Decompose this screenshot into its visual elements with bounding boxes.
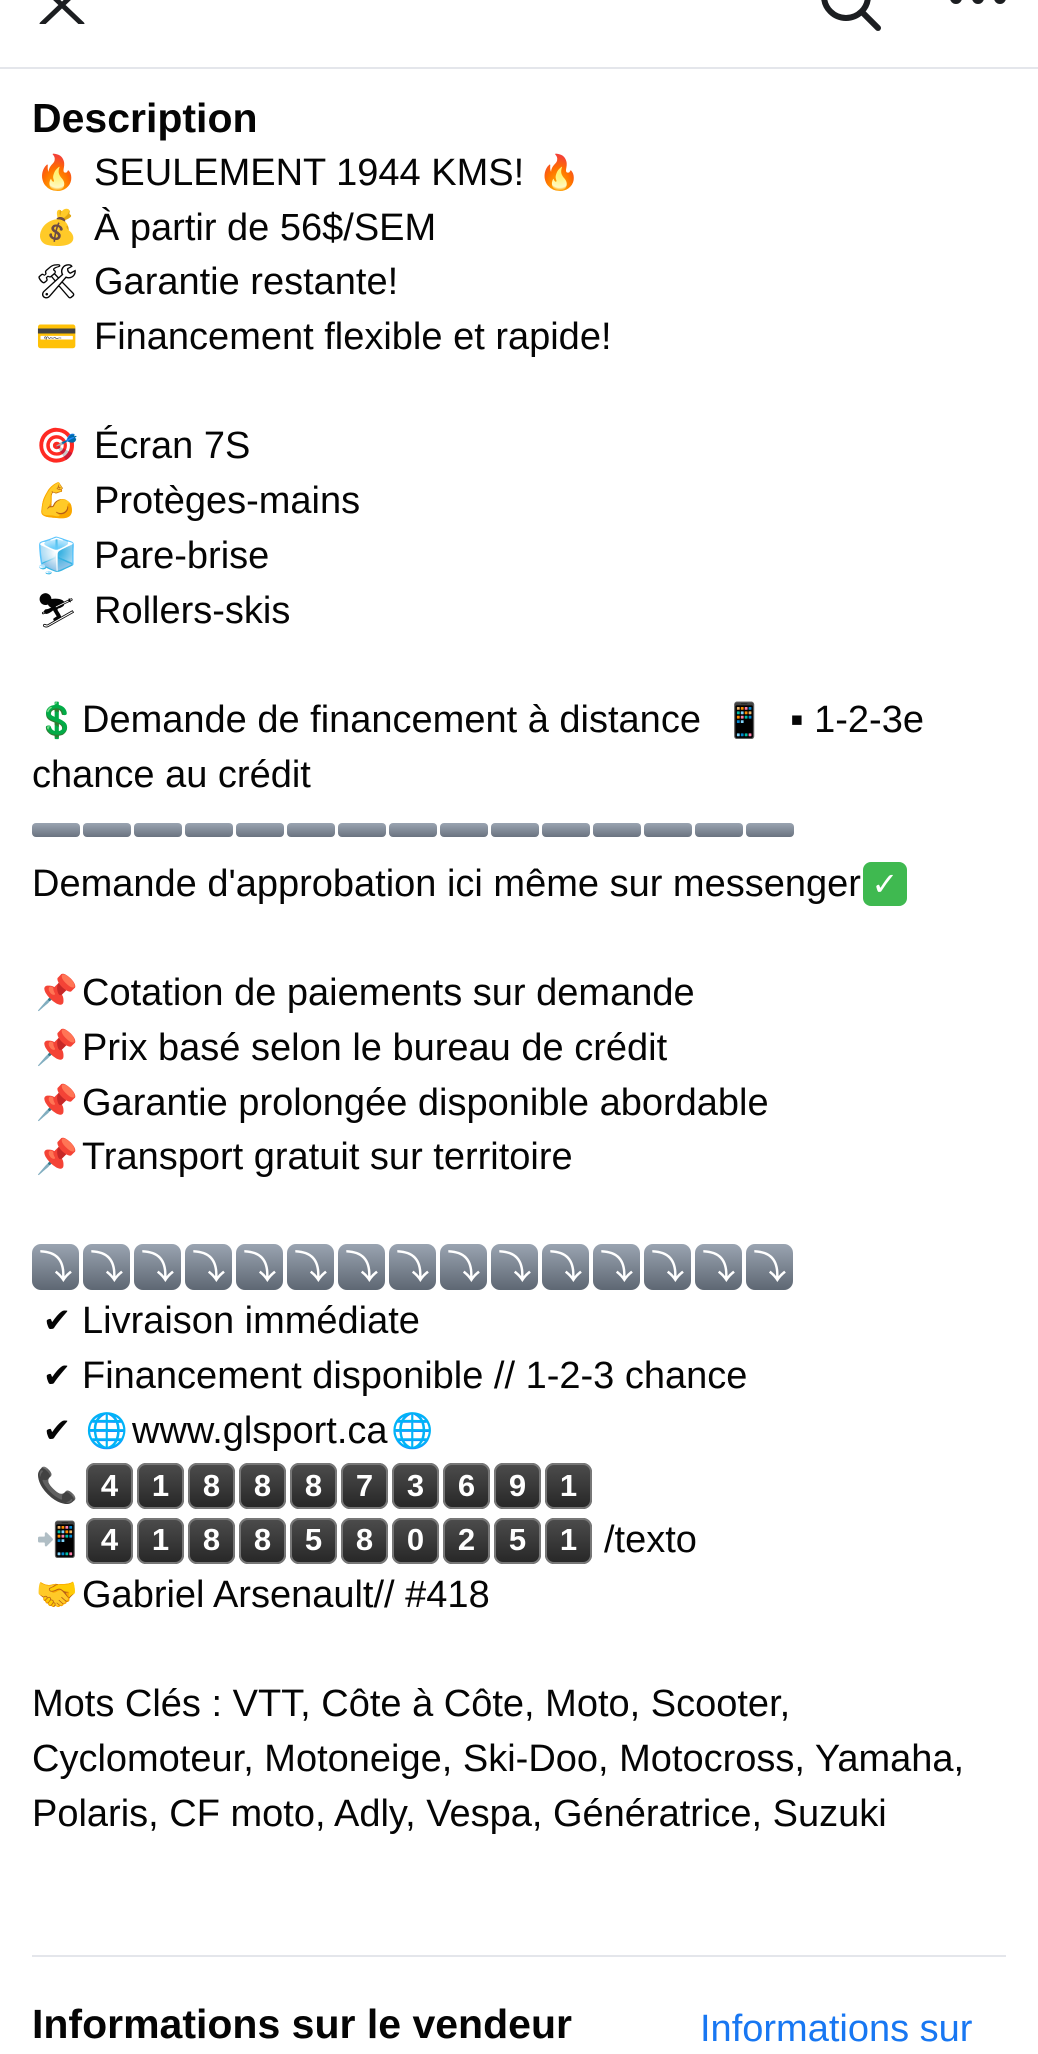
- dollar-sign-icon: 💲: [35, 700, 79, 741]
- digit-key: 8: [188, 1518, 235, 1564]
- arrow-curving-down-icon: ⤵: [185, 1244, 232, 1290]
- more-icon[interactable]: [948, 0, 1008, 10]
- feature-text: Pare-brise: [94, 534, 270, 577]
- highlight-text: Garantie restante!: [94, 261, 399, 304]
- digit-key: 8: [239, 1463, 286, 1509]
- highlight-line: [32, 201, 1012, 256]
- website-link[interactable]: www.glsport.ca: [132, 1409, 388, 1452]
- financing-text-after: 1-2-3e chance au crédit: [32, 698, 924, 796]
- texto-label: /texto: [604, 1519, 697, 1562]
- digit-key: 8: [239, 1518, 286, 1564]
- highlight-line: [32, 146, 1012, 201]
- phone-number-keys[interactable]: [86, 1518, 592, 1564]
- check-mark-button-icon: ✓: [863, 862, 907, 906]
- target-icon: 🎯: [35, 426, 79, 467]
- contact-text: Gabriel Arsenault// #418: [82, 1573, 490, 1616]
- arrow-curving-down-icon: ⤵: [542, 1244, 589, 1290]
- digit-key: 8: [341, 1518, 388, 1564]
- digit-key: 9: [494, 1463, 541, 1509]
- digit-key: 4: [86, 1463, 133, 1509]
- pushpin-icon: 📌: [35, 1028, 79, 1069]
- pin-text: Prix basé selon le bureau de crédit: [82, 1027, 668, 1070]
- arrow-curving-down-icon: ⤵: [134, 1244, 181, 1290]
- arrow-curving-down-icon: ⤵: [491, 1244, 538, 1290]
- digit-key: 4: [86, 1518, 133, 1564]
- globe-icon: 🌐: [391, 1410, 434, 1451]
- keywords-text: Mots Clés : VTT, Côte à Côte, Moto, Scooter, Cyclomoteur, Motoneige, Ski-Doo, Motocross, Yamaha, Polaris, CF moto, Adly, Vespa, Génératrice, Suzuki: [32, 1683, 965, 1835]
- blank-line: [32, 365, 1012, 420]
- approval-line: [32, 857, 1012, 912]
- telephone-receiver-icon: 📞: [35, 1465, 79, 1506]
- feature-line: [32, 584, 1012, 639]
- digit-key: 6: [443, 1463, 490, 1509]
- blank-line: [32, 1623, 1012, 1678]
- flexed-biceps-icon: 💪: [35, 481, 79, 522]
- digit-key: 8: [290, 1463, 337, 1509]
- pin-text: Cotation de paiements sur demande: [82, 972, 695, 1015]
- credit-card-icon: 💳: [35, 317, 79, 358]
- feature-line: [32, 529, 1012, 584]
- globe-icon: 🌐: [85, 1410, 129, 1451]
- arrow-curving-down-icon: ⤵: [32, 1244, 79, 1290]
- fire-icon: 🔥: [35, 153, 79, 193]
- mobile-phone-arrow-icon: 📲: [35, 1520, 79, 1561]
- seller-info-link[interactable]: Informations sur: [700, 2008, 973, 2050]
- feature-text: Protèges-mains: [94, 480, 361, 523]
- divider-line: [32, 802, 1012, 857]
- check-mark-icon: ✔: [42, 1301, 72, 1342]
- contact-line: [32, 1568, 1012, 1623]
- website-line: [32, 1404, 1012, 1459]
- arrow-down-keys: [32, 1244, 793, 1290]
- money-bag-icon: 💰: [35, 207, 79, 248]
- pin-line: [32, 1076, 1012, 1131]
- phone-number-keys[interactable]: [86, 1463, 592, 1509]
- fire-icon: 🔥: [537, 153, 581, 193]
- financing-text: Demande de financement à distance: [82, 698, 701, 741]
- pushpin-icon: 📌: [35, 973, 79, 1014]
- highlight-line: [32, 310, 1012, 365]
- feature-line: [32, 419, 1012, 474]
- ice-cube-icon: 🧊: [35, 535, 79, 576]
- arrow-curving-down-icon: ⤵: [236, 1244, 283, 1290]
- phone-line: [32, 1459, 1012, 1514]
- pin-line: [32, 1130, 1012, 1185]
- digit-key: 2: [443, 1518, 490, 1564]
- highlight-text: SEULEMENT 1944 KMS!: [94, 152, 525, 194]
- phone-line: [32, 1513, 1012, 1568]
- digit-key: 1: [137, 1463, 184, 1509]
- check-line: [32, 1294, 1012, 1349]
- digit-key: 1: [545, 1518, 592, 1564]
- mobile-phone-icon: 📱: [723, 700, 766, 741]
- approval-text: Demande d'approbation ici même sur messenger: [32, 862, 861, 905]
- blank-line: [32, 1185, 1012, 1240]
- blank-line: [32, 912, 1012, 967]
- highlight-text: Financement flexible et rapide!: [94, 316, 612, 359]
- pushpin-icon: 📌: [35, 1137, 79, 1178]
- arrow-curving-down-icon: ⤵: [695, 1244, 742, 1290]
- pin-line: [32, 1021, 1012, 1076]
- digit-key: 7: [341, 1463, 388, 1509]
- blank-line: [32, 638, 1012, 693]
- description-section: [32, 92, 1012, 1841]
- arrows-line: [32, 1240, 1012, 1295]
- highlight-text: À partir de 56$/SEM: [94, 206, 437, 249]
- arrow-curving-down-icon: ⤵: [644, 1244, 691, 1290]
- pin-text: Garantie prolongée disponible abordable: [82, 1081, 769, 1124]
- feature-text: Rollers-skis: [94, 589, 291, 632]
- arrow-curving-down-icon: ⤵: [338, 1244, 385, 1290]
- check-text: Livraison immédiate: [82, 1300, 420, 1343]
- pushpin-icon: 📌: [35, 1082, 79, 1123]
- description-title: Description: [32, 95, 258, 141]
- search-icon[interactable]: [818, 0, 884, 32]
- tools-icon: 🛠: [35, 262, 79, 303]
- top-bar: [0, 0, 1038, 69]
- bullet-icon: ▪: [790, 698, 804, 741]
- skis-icon: ⛷: [35, 590, 79, 631]
- check-line: [32, 1349, 1012, 1404]
- section-divider: [32, 1955, 1006, 1957]
- check-mark-icon: ✔: [42, 1356, 72, 1397]
- arrow-curving-down-icon: ⤵: [593, 1244, 640, 1290]
- description-body: [32, 146, 1012, 1841]
- financing-line: [32, 693, 1012, 802]
- seller-section-title: Informations sur le vendeur: [32, 2001, 572, 2047]
- close-icon[interactable]: [38, 0, 86, 24]
- feature-line: [32, 474, 1012, 529]
- highlight-line: [32, 255, 1012, 310]
- arrow-curving-down-icon: ⤵: [746, 1244, 793, 1290]
- digit-key: 5: [290, 1518, 337, 1564]
- digit-key: 8: [188, 1463, 235, 1509]
- arrow-curving-down-icon: ⤵: [440, 1244, 487, 1290]
- digit-key: 1: [137, 1518, 184, 1564]
- arrow-curving-down-icon: ⤵: [287, 1244, 334, 1290]
- feature-text: Écran 7S: [94, 425, 251, 468]
- digit-key: 5: [494, 1518, 541, 1564]
- check-text: Financement disponible // 1-2-3 chance: [82, 1355, 748, 1398]
- check-mark-icon: ✔: [42, 1410, 72, 1451]
- handshake-icon: 🤝: [35, 1574, 79, 1615]
- digit-key: 3: [392, 1463, 439, 1509]
- pin-line: [32, 966, 1012, 1021]
- digit-key: 1: [545, 1463, 592, 1509]
- arrow-curving-down-icon: ⤵: [83, 1244, 130, 1290]
- arrow-curving-down-icon: ⤵: [389, 1244, 436, 1290]
- divider-dashes: [32, 823, 794, 837]
- pin-text: Transport gratuit sur territoire: [82, 1136, 573, 1179]
- digit-key: 0: [392, 1518, 439, 1564]
